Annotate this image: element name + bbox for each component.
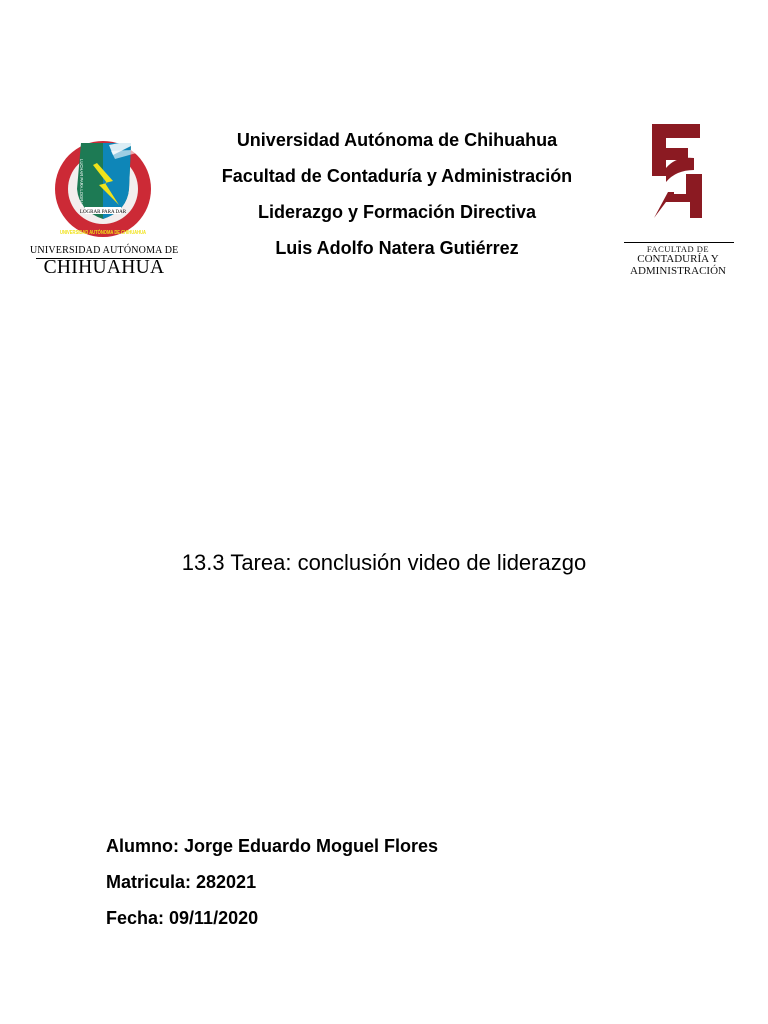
uach-ring-bottom: UNIVERSIDAD AUTÓNOMA DE CHIHUAHUA <box>60 230 178 236</box>
student-name: Alumno: Jorge Eduardo Moguel Flores <box>106 836 439 856</box>
student-info <box>106 834 438 942</box>
fca-line-1: FACULTAD DE <box>646 244 710 254</box>
student-id: Matricula: 282021 <box>106 872 257 892</box>
uach-name: CHIHUAHUA <box>43 257 165 278</box>
fca-line-2: CONTADURÍA Y <box>637 253 719 265</box>
uach-logo <box>30 133 178 279</box>
teacher-name: Luis Adolfo Natera Gutiérrez <box>275 238 519 258</box>
uach-motto: LOGRAR PARA DAR <box>79 210 127 215</box>
fca-logo <box>618 120 738 280</box>
fca-line-3: ADMINISTRACIÓN <box>630 265 726 277</box>
fca-monogram-icon <box>646 122 708 222</box>
uach-subtitle: UNIVERSIDAD AUTÓNOMA DE <box>30 245 179 256</box>
course-name: Liderazgo y Formación Directiva <box>257 202 537 222</box>
fca-divider <box>624 242 734 243</box>
submission-date: Fecha: 09/11/2020 <box>106 908 259 928</box>
document-header <box>190 127 604 271</box>
uach-ring-top: LUCHAR PARA LOGRAR <box>79 159 84 208</box>
faculty-name: Facultad de Contaduría y Administración <box>221 166 573 186</box>
assignment-title: 13.3 Tarea: conclusión video de liderazgo <box>181 550 587 575</box>
university-name: Universidad Autónoma de Chihuahua <box>236 130 558 150</box>
uach-seal-icon <box>53 133 178 241</box>
